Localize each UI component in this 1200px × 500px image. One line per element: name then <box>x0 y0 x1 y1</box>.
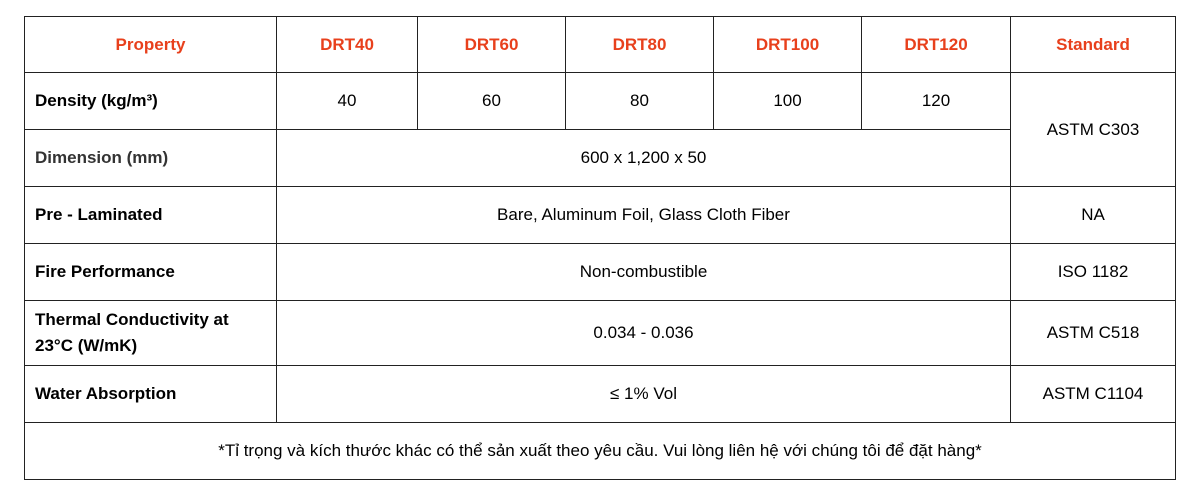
header-drt100: DRT100 <box>714 17 862 73</box>
table-row-density <box>25 73 1176 130</box>
header-row <box>25 17 1176 73</box>
dimension-value: 600 x 1,200 x 50 <box>277 130 1011 187</box>
table-row-note <box>25 423 1176 480</box>
density-drt40: 40 <box>277 73 418 130</box>
thermal-standard: ASTM C518 <box>1011 301 1176 366</box>
pre-laminated-value: Bare, Aluminum Foil, Glass Cloth Fiber <box>277 187 1011 244</box>
thermal-label <box>25 301 277 366</box>
header-drt120: DRT120 <box>862 17 1011 73</box>
thermal-label-line1: Thermal Conductivity at <box>35 310 229 329</box>
thermal-value: 0.034 - 0.036 <box>277 301 1011 366</box>
fire-label: Fire Performance <box>25 244 277 301</box>
water-standard: ASTM C1104 <box>1011 366 1176 423</box>
pre-laminated-label: Pre - Laminated <box>25 187 277 244</box>
fire-value: Non-combustible <box>277 244 1011 301</box>
density-label: Density (kg/m³) <box>25 73 277 130</box>
header-drt40: DRT40 <box>277 17 418 73</box>
fire-standard: ISO 1182 <box>1011 244 1176 301</box>
header-drt60: DRT60 <box>418 17 566 73</box>
table-row-water <box>25 366 1176 423</box>
header-standard: Standard <box>1011 17 1176 73</box>
density-drt100: 100 <box>714 73 862 130</box>
header-drt80: DRT80 <box>566 17 714 73</box>
density-standard: ASTM C303 <box>1011 73 1176 187</box>
thermal-label-line2: 23°C (W/mK) <box>35 336 138 355</box>
water-label: Water Absorption <box>25 366 277 423</box>
table-row-pre-laminated <box>25 187 1176 244</box>
table-row-dimension <box>25 130 1176 187</box>
pre-laminated-standard: NA <box>1011 187 1176 244</box>
density-drt80: 80 <box>566 73 714 130</box>
density-drt120: 120 <box>862 73 1011 130</box>
dimension-label: Dimension (mm) <box>25 130 277 187</box>
table-row-fire <box>25 244 1176 301</box>
density-drt60: 60 <box>418 73 566 130</box>
header-property: Property <box>25 17 277 73</box>
footnote: *Tỉ trọng và kích thước khác có thể sản xuất theo yêu cầu. Vui lòng liên hệ với chúng tôi để đặt hàng* <box>25 423 1176 480</box>
table-row-thermal <box>25 301 1176 366</box>
water-value: ≤ 1% Vol <box>277 366 1011 423</box>
spec-table <box>24 16 1176 480</box>
